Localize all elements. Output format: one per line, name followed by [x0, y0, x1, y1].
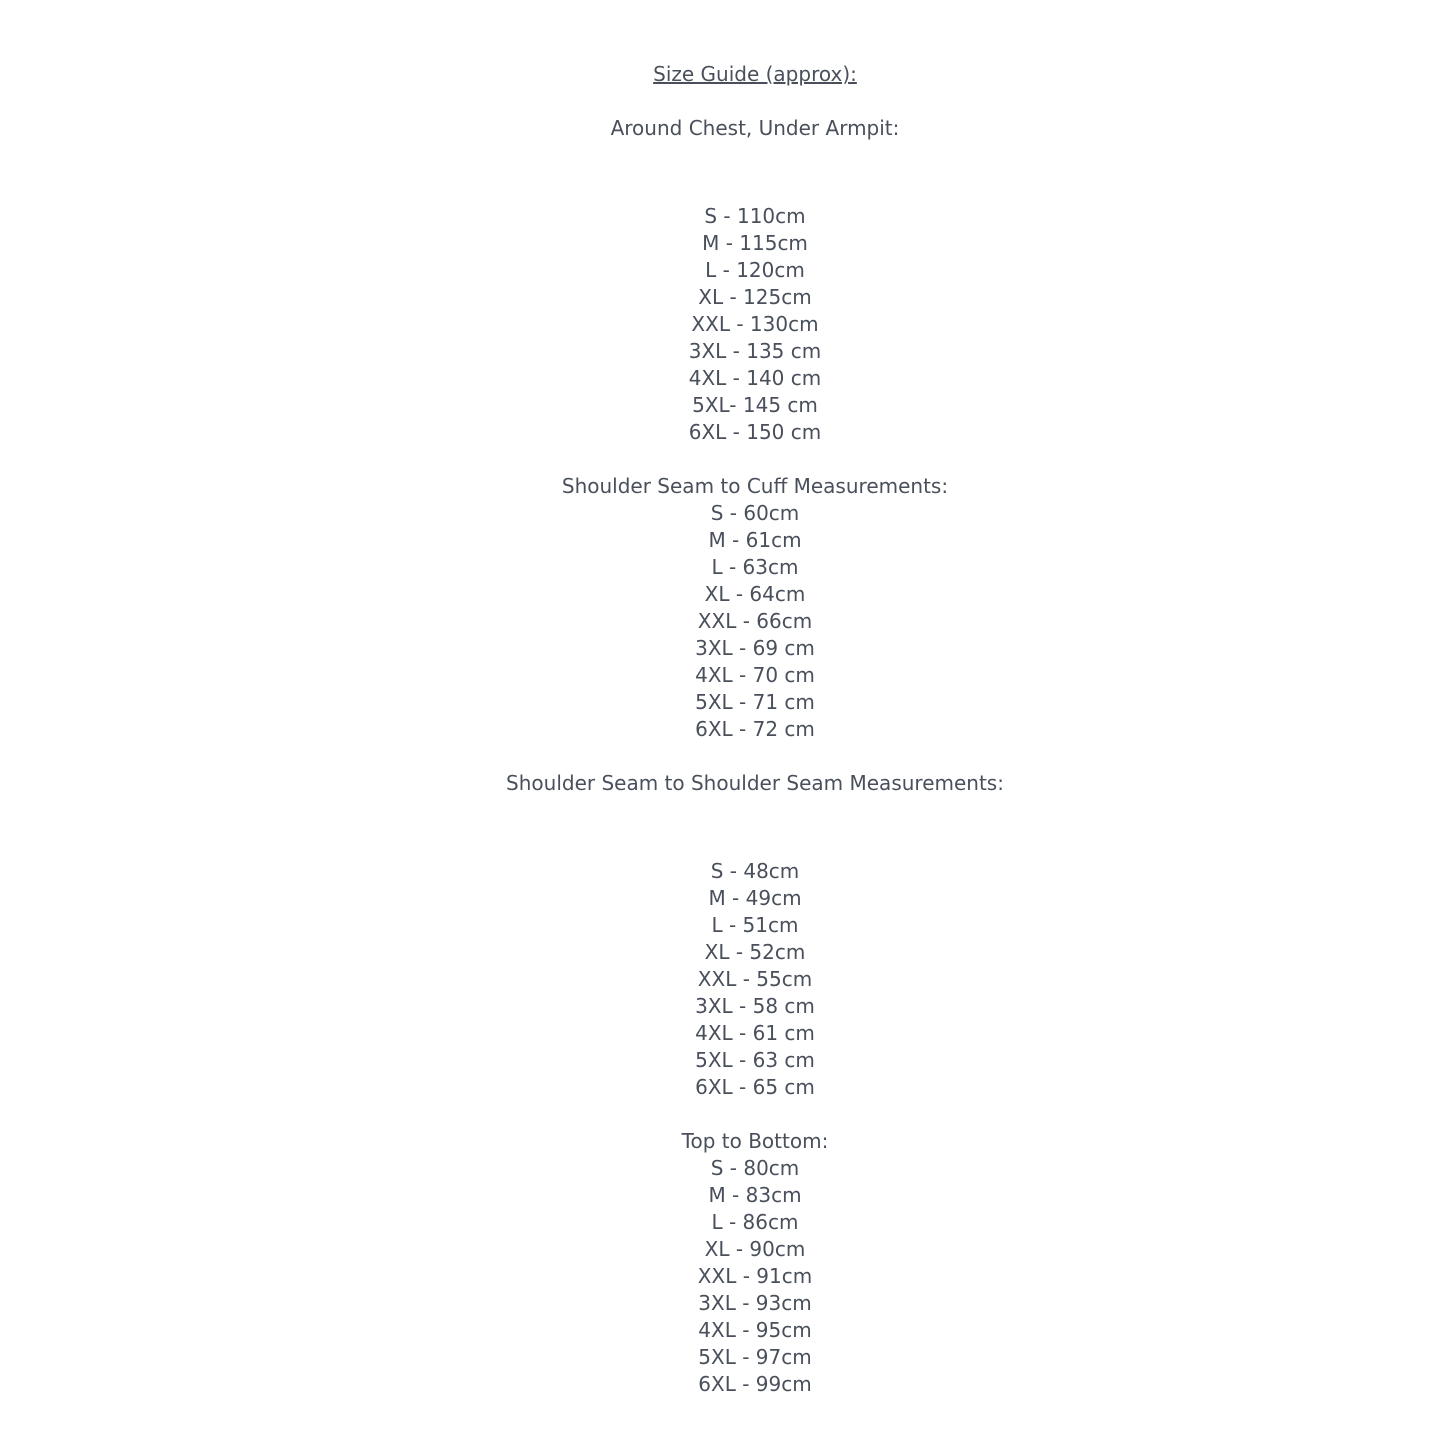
size-line: 5XL- 145 cm	[692, 393, 818, 417]
size-line: 3XL - 69 cm	[695, 636, 815, 660]
size-line: M - 115cm	[702, 231, 808, 255]
size-line: XL - 125cm	[698, 285, 812, 309]
size-line: S - 48cm	[710, 859, 800, 883]
size-line: 4XL - 61 cm	[695, 1021, 815, 1045]
size-line: 5XL - 97cm	[698, 1345, 812, 1369]
size-line: L - 63cm	[711, 555, 799, 579]
size-line: L - 86cm	[711, 1210, 799, 1234]
spacer	[65, 1101, 1445, 1128]
size-line: L - 51cm	[711, 913, 799, 937]
size-line: 6XL - 99cm	[698, 1372, 812, 1396]
size-line: 5XL - 71 cm	[695, 690, 815, 714]
size-line: XXL - 130cm	[691, 312, 819, 336]
spacer	[65, 446, 1445, 473]
spacer	[65, 743, 1445, 770]
size-line: 4XL - 140 cm	[688, 366, 822, 390]
size-line: XXL - 66cm	[697, 609, 813, 633]
spacer	[65, 797, 1445, 824]
spacer	[65, 824, 1445, 858]
size-line: XXL - 55cm	[697, 967, 813, 991]
size-line: S - 60cm	[710, 501, 800, 525]
spacer	[65, 142, 1445, 169]
spacer	[65, 169, 1445, 203]
section-heading-chest: Around Chest, Under Armpit:	[610, 116, 900, 140]
spacer	[65, 88, 1445, 115]
size-line: M - 49cm	[708, 886, 802, 910]
section-heading-length: Top to Bottom:	[681, 1129, 829, 1153]
size-line: XXL - 91cm	[697, 1264, 813, 1288]
size-line: 3XL - 58 cm	[695, 994, 815, 1018]
size-line: 6XL - 150 cm	[688, 420, 822, 444]
section-heading-shoulder: Shoulder Seam to Shoulder Seam Measurements:	[506, 771, 1004, 795]
size-line: M - 61cm	[708, 528, 802, 552]
size-line: 3XL - 135 cm	[688, 339, 822, 363]
size-line: L - 120cm	[705, 258, 805, 282]
page-title: Size Guide (approx):	[653, 62, 857, 86]
size-line: 6XL - 65 cm	[695, 1075, 815, 1099]
size-line: XL - 52cm	[704, 940, 806, 964]
size-line: 4XL - 70 cm	[695, 663, 815, 687]
size-line: XL - 90cm	[704, 1237, 806, 1261]
size-line: S - 80cm	[710, 1156, 800, 1180]
size-line: 3XL - 93cm	[698, 1291, 812, 1315]
size-line: 5XL - 63 cm	[695, 1048, 815, 1072]
size-line: S - 110cm	[704, 204, 806, 228]
size-line: XL - 64cm	[704, 582, 806, 606]
size-line: 4XL - 95cm	[698, 1318, 812, 1342]
size-line: M - 83cm	[708, 1183, 802, 1207]
size-line: 6XL - 72 cm	[695, 717, 815, 741]
section-heading-cuff: Shoulder Seam to Cuff Measurements:	[561, 474, 949, 498]
